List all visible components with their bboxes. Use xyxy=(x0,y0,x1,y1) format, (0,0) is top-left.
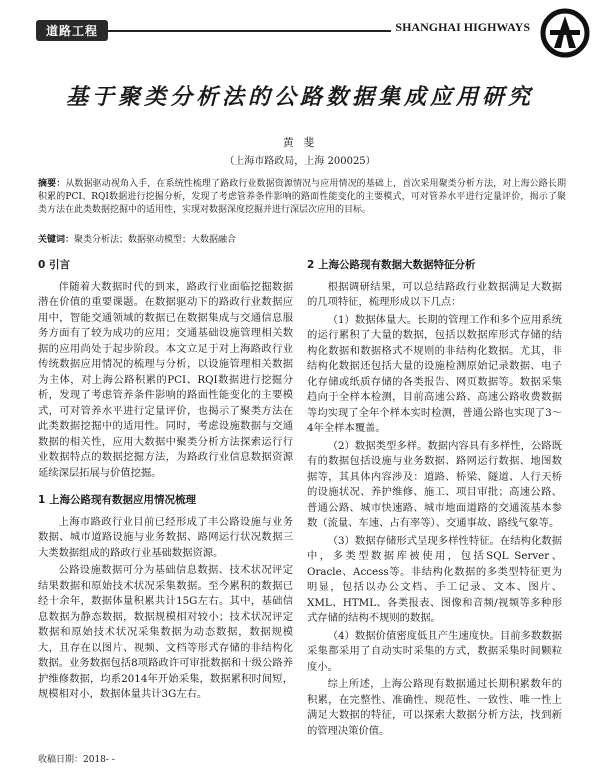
section-1-heading: 1 上海公路现有数据应用情况梳理 xyxy=(38,494,196,506)
journal-section-tag: 道路工程 xyxy=(36,20,108,41)
journal-header xyxy=(0,8,600,58)
keywords-label: 关键词： xyxy=(38,235,75,245)
keywords xyxy=(38,232,566,245)
affiliation: （上海市路政局，上海 200025） xyxy=(224,156,376,167)
highway-ring-logo-icon xyxy=(540,8,590,58)
keywords-text: 聚类分析法；数据驱动模型；大数据融合 xyxy=(74,235,237,245)
section-2-paragraph: 根据调研结果，可以总结路政行业数据满足大数据的几项特征，梳理形成以下几点： xyxy=(307,280,562,308)
author: 黄 斐 xyxy=(282,136,318,149)
left-column xyxy=(38,258,293,705)
section-2-paragraph: （3）数据存储形式呈现多样性特征。在结构化数据中，多类型数据库被使用，包括SQL Server、Oracle、Access等。非结构化数据的多类型特征更为明显，包括以办公文档、手工记录、文本、图片、XML、HTML、各类报表、图像和音频/视频等多种形式存储的结构不规则的数据。 xyxy=(307,534,562,624)
abstract xyxy=(38,178,566,217)
abstract-text: 从数据驱动视角入手，在系统性梳理了路政行业数据资源情况与应用情况的基础上，首次采用聚类分析方法，对上海公路长期积累的PCI、RQI数据进行挖掘分析，发现了考虑管养条件影响的路面性能变化的主要模式，可对管养水平进行定量评价，揭示了聚类方法在此类数据挖掘中的适用性，实现对数据深度挖掘并进行深层次应用的目标。 xyxy=(38,179,566,215)
section-1-paragraph: 上海市路政行业目前已经形成了丰公路设施与业务数据、城市道路设施与业务数据、路网运行状况数据三大类数据组成的路政行业基础数据资源。 xyxy=(38,515,293,559)
section-1-paragraph: 公路设施数据可分为基础信息数据、技术状况评定结果数据和原始技术状况采集数据。至今累积的数据已经十余年，数据体量积累共计15G左右。其中，基础信息数据为静态数据，数据规模相对较小；技术状况评定数据和原始技术状况采集数据为动态数据，数据规模大，且存在以图片、视频、文档等形式存储的非结构化数据。业务数据包括8项路政许可审批数据和十级公路养护维修数据，均系2014年开始采集，数据累积时间短，规模相对小，数据体量共计3G左右。 xyxy=(38,564,293,700)
section-2-paragraph: （1）数据体量大。长期的管理工作和多个应用系统的运行累积了大量的数据，包括以数据库形式存储的结构化数据和数据格式不规则的非结构化数据。尤其，非结构化数据还包括大量的设施检测原始记录数据、电子化存储或纸质存储的各类报告、网页数据等。数据采集趋向于全样本检测，目前高速公路、高速公路收费数据等均实现了全年个样本实时检测，普通公路也实现了3～4年全样本覆盖。 xyxy=(307,313,562,434)
section-0-paragraph: 伴随着大数据时代的到来，路政行业面临挖掘数据潜在价值的重要课题。在数据驱动下的路政行业数据应用中，智能交通领域的数据已在数据集成与交通信息服务方面有了较为成功的应用；交通基础设施管理相关数据的应用尚处于起步阶段。本文立足于对上海路政行业传统数据应用情况的梳理与分析，以设施管理相关数据为主体，对上海公路积累的PCI、RQI数据进行挖掘分析，发现了考虑管养条件影响的路面性能变化的主要模式，可对管养水平进行定量评价，也揭示了聚类方法在此类数据挖掘中的适用性。同时，考虑设施数据与交通数据的相关性，应用大数据中聚类分析方法探索运行行业数据特点的数据挖掘方法，为路政行业信息数据资源延续深层拓展与价值挖掘。 xyxy=(38,280,293,479)
section-2-paragraph: （4）数据价值密度低且产生速度快。目前多数数据采集都采用了自动实时采集的方式，数据采集时间颗粒度小。 xyxy=(307,629,562,673)
section-2-paragraph: 综上所述，上海公路现有数据通过长期积累数年的积累，在完整性、准确性、规范性、一致性、唯一性上满足大数据的特征，可以探索大数据分析方法，找到新的管理决策价值。 xyxy=(307,678,562,737)
journal-name: SHANGHAI HIGHWAYS xyxy=(391,20,530,35)
section-2-paragraph: （2）数据类型多样。数据内容具有多样性，公路既有的数据包括设施与业务数据、路网运行数据、地图数据等，其具体内容涉及：道路、桥梁、隧道、人行天桥的设施状况、养护维修、施工、项目审批；高速公路、普通公路、城市快速路、城市地面道路的交通流基本参数（流量、车速、占有率等）、交通事故、路线气象等。 xyxy=(307,439,562,529)
received-date: 收稿日期：2018- - xyxy=(38,755,115,765)
section-0-heading: 0 引言 xyxy=(38,259,70,271)
abstract-label: 摘要： xyxy=(38,179,66,189)
section-2-heading: 2 上海公路现有数据大数据特征分析 xyxy=(307,259,476,271)
paper-title: 基于聚类分析法的公路数据集成应用研究 xyxy=(65,85,534,110)
right-column xyxy=(307,258,562,741)
